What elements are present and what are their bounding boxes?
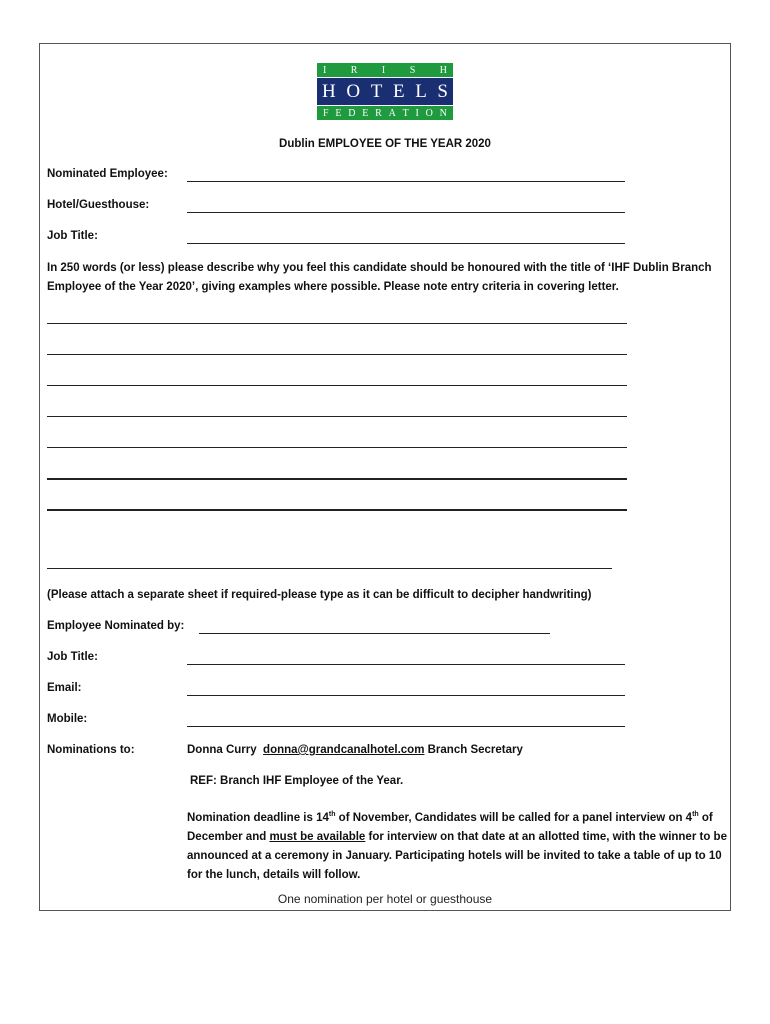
logo-bottom-band: [317, 106, 453, 120]
ref-line: REF: Branch IHF Employee of the Year.: [190, 775, 404, 787]
instructions-text: In 250 words (or less) please describe why you feel this candidate should be honoured with the title of ‘IHF Dublin Branch Employee of the Year 2020’, giving examples where possible. Please note entry criteria in covering letter.: [47, 262, 712, 293]
deadline-sup: th: [328, 811, 336, 818]
mobile-field[interactable]: [187, 726, 625, 727]
nominated-by-field[interactable]: [199, 633, 550, 634]
email-field[interactable]: [187, 695, 625, 696]
logo-letter: O: [425, 107, 433, 119]
logo-letter: R: [350, 64, 358, 76]
nominations-contact: [187, 744, 523, 756]
logo-letter: A: [388, 107, 396, 119]
answer-line[interactable]: [47, 478, 627, 480]
deadline-sup: th: [692, 811, 699, 818]
job-title2-field[interactable]: [187, 664, 625, 665]
logo-letter: L: [415, 80, 427, 102]
logo-letter: T: [402, 107, 409, 119]
answer-line[interactable]: [47, 447, 627, 448]
answer-line[interactable]: [47, 416, 627, 417]
logo-letter: E: [362, 107, 369, 119]
answer-line[interactable]: [47, 509, 627, 511]
nominated-employee-label: Nominated Employee:: [47, 168, 168, 180]
logo-mid-band: [317, 78, 453, 105]
answer-line[interactable]: [47, 354, 627, 355]
answer-line[interactable]: [47, 385, 627, 386]
logo-letter: I: [381, 64, 386, 76]
contact-email-link[interactable]: donna@grandcanalhotel.com: [263, 744, 425, 756]
logo-letter: H: [439, 64, 447, 76]
deadline-text: [187, 805, 727, 885]
answer-line[interactable]: [47, 568, 612, 569]
nominated-employee-field[interactable]: [187, 181, 625, 182]
contact-role: Branch Secretary: [427, 744, 523, 756]
deadline-part: of December and: [187, 811, 713, 843]
deadline-part: for interview on that date at an allotted time, with the winner to be announced at a ceremony in January. Participating hotels will be invited to take a table of up to 10 for the lunch, details will follow.: [187, 830, 727, 881]
mobile-label: Mobile:: [47, 713, 88, 725]
logo-letter: I: [323, 64, 327, 76]
logo-letter: T: [370, 80, 383, 102]
deadline-emphasis: must be available: [269, 830, 366, 843]
logo-letter: I: [415, 107, 419, 119]
nominations-label: Nominations to:: [47, 744, 135, 756]
logo-letter: D: [348, 107, 356, 119]
email-label: Email:: [47, 682, 82, 694]
job-title-field[interactable]: [187, 243, 625, 244]
job-title2-label: Job Title:: [47, 651, 98, 663]
attach-note: (Please attach a separate sheet if required-please type as it can be difficult to decipher handwriting): [47, 589, 592, 601]
deadline-part: of November, Candidates will be called for a panel interview on 4: [335, 811, 693, 824]
answer-line[interactable]: [47, 323, 627, 324]
logo-letter: O: [346, 80, 361, 102]
ihf-logo: [317, 63, 453, 120]
hotel-label: Hotel/Guesthouse:: [47, 199, 150, 211]
logo-letter: F: [323, 107, 329, 119]
logo-letter: E: [335, 107, 342, 119]
logo-letter: E: [392, 80, 405, 102]
footer-note: One nomination per hotel or guesthouse: [277, 892, 493, 906]
hotel-field[interactable]: [187, 212, 625, 213]
logo-letter: S: [409, 64, 416, 76]
logo-letter: H: [322, 80, 336, 102]
logo-letter: N: [439, 107, 447, 119]
logo-letter: S: [437, 80, 448, 102]
nominated-by-label: Employee Nominated by:: [47, 620, 185, 632]
logo-letter: R: [375, 107, 382, 119]
job-title-label: Job Title:: [47, 230, 98, 242]
contact-name: Donna Curry: [187, 744, 257, 756]
deadline-part: Nomination deadline is 14: [187, 811, 329, 824]
logo-top-band: [317, 63, 453, 77]
form-title: Dublin EMPLOYEE OF THE YEAR 2020: [279, 138, 491, 150]
